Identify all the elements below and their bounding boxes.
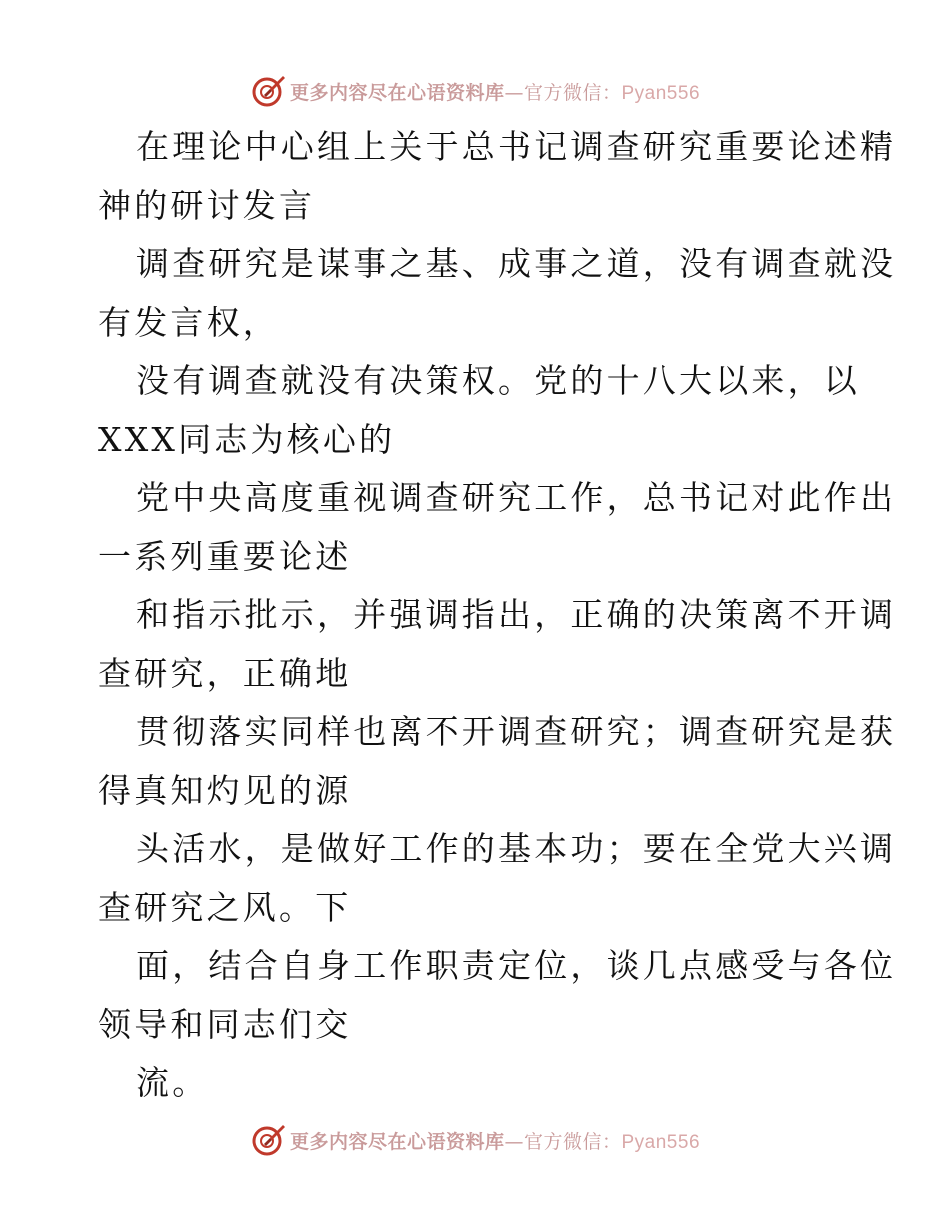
body-line: 在理论中心组上关于总书记调查研究重要论述精 bbox=[136, 127, 897, 166]
watermark-wechat-label: 官方微信： bbox=[523, 81, 622, 104]
body-line: 流。 bbox=[136, 1063, 209, 1102]
body-line: 领导和同志们交 bbox=[98, 1004, 352, 1044]
pen-logo-icon bbox=[250, 73, 286, 109]
watermark-title: 更多内容尽在心语资料库 bbox=[289, 81, 505, 104]
document-body bbox=[98, 118, 897, 1113]
watermark-dash: — bbox=[504, 81, 524, 104]
body-line: 查研究之风。下 bbox=[98, 887, 352, 927]
body-line: 没有调查就没有决策权。党的十八大以来，以 bbox=[136, 361, 860, 400]
body-line: 调查研究是谋事之基、成事之道，没有调查就没 bbox=[136, 244, 897, 283]
body-line: 得真知灼见的源 bbox=[98, 770, 352, 810]
body-line: 有发言权， bbox=[98, 302, 279, 342]
watermark-wechat-id: Pyan556 bbox=[621, 82, 701, 104]
watermark-text bbox=[290, 1127, 700, 1154]
body-line: 党中央高度重视调查研究工作，总书记对此作出 bbox=[136, 478, 897, 517]
body-line: 一系列重要论述 bbox=[98, 536, 352, 576]
body-line: 面，结合自身工作职责定位，谈几点感受与各位 bbox=[136, 946, 897, 985]
watermark-wechat-id: Pyan556 bbox=[621, 1131, 701, 1153]
body-line: 头活水，是做好工作的基本功；要在全党大兴调 bbox=[136, 829, 897, 868]
body-line: XXX同志为核心的 bbox=[98, 419, 396, 459]
watermark-text bbox=[290, 78, 700, 105]
pen-logo-icon bbox=[250, 1122, 286, 1158]
body-line: 神的研讨发言 bbox=[98, 185, 316, 225]
watermark-title: 更多内容尽在心语资料库 bbox=[289, 1130, 505, 1153]
footer-watermark bbox=[0, 1120, 950, 1160]
body-line: 和指示批示，并强调指出，正确的决策离不开调 bbox=[136, 595, 897, 634]
watermark-wechat-label: 官方微信： bbox=[523, 1130, 622, 1153]
header-watermark bbox=[0, 71, 950, 111]
watermark-dash: — bbox=[504, 1130, 524, 1153]
body-line: 查研究，正确地 bbox=[98, 653, 352, 693]
body-line: 贯彻落实同样也离不开调查研究；调查研究是获 bbox=[136, 712, 897, 751]
